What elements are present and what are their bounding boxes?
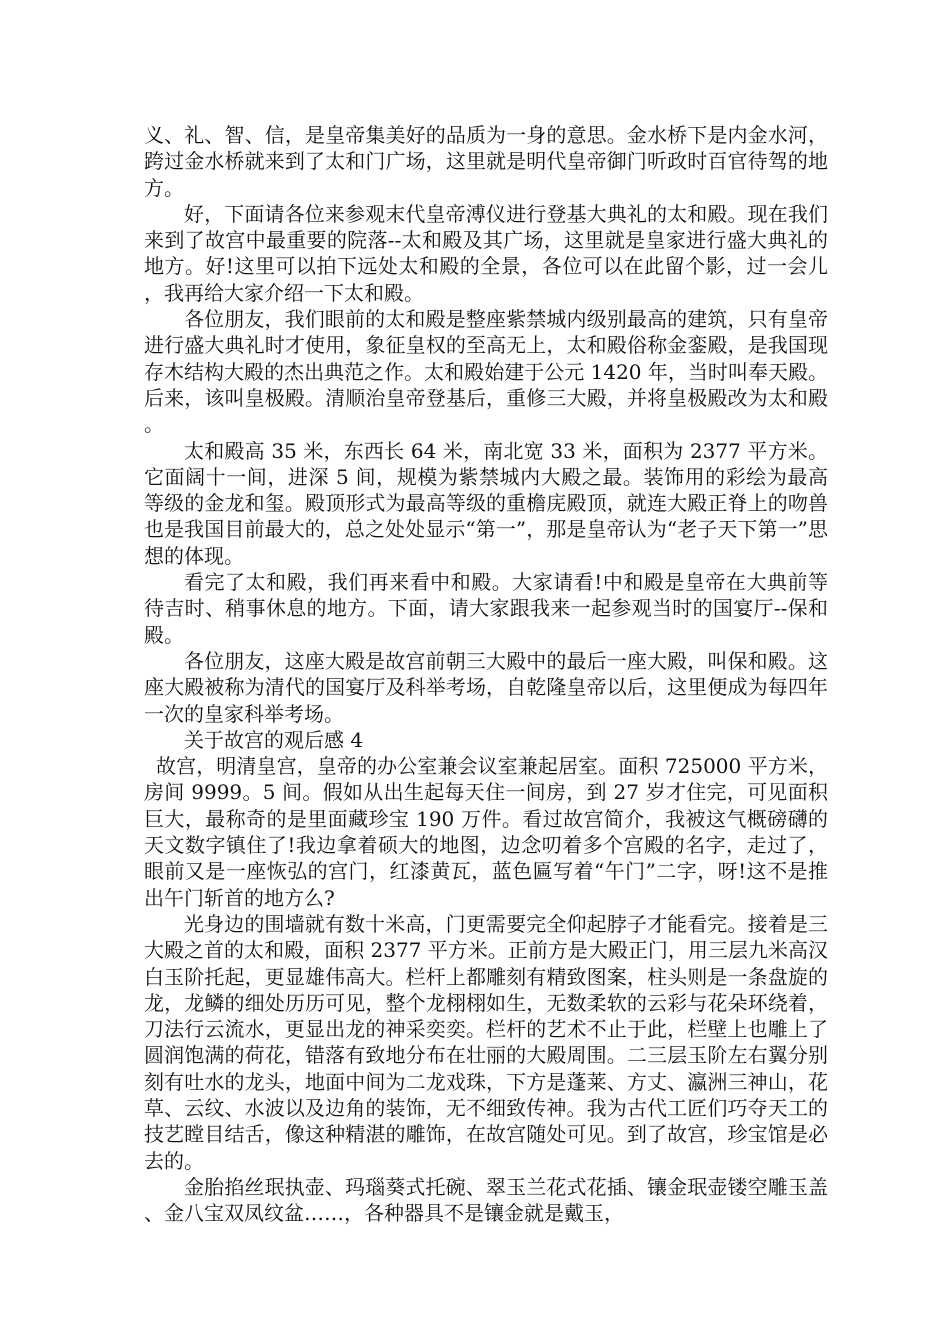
paragraph-taihedian-carvings: 光身边的围墙就有数十米高，门更需要完全仰起脖子才能看完。接着是三大殿之首的太和殿，面积 2377 平方米。正前方是大殿正门，用三层九米高汉白玉阶托起，更显雄伟高大。栏杆上都雕刻有精致图案，柱头则是一条盘旋的龙，龙鳞的细处历历可见，整个龙栩栩如生，无数柔软的云彩与花朵环绕着，刀法行云流水，更显出龙的神采奕奕。栏杆的艺术不止于此，栏壁上也雕上了圆润饱满的荷花，错落有致地分布在壮丽的大殿周围。二三层玉阶左右翼分别刻有吐水的龙头，地面中间为二龙戏珠，下方是蓬莱、方丈、瀛洲三神山，花草、云纹、水波以及边角的装饰，无不细致传神。我为古代工匠们巧夺天工的技艺瞠目结舌，像这种精湛的雕饰，在故宫随处可见。到了故宫，珍宝馆是必去的。	[144, 911, 828, 1173]
document-body	[144, 122, 828, 1226]
paragraph-taihedian-intro: 好，下面请各位来参观末代皇帝溥仪进行登基大典礼的太和殿。现在我们来到了故宫中最重要的院落--太和殿及其广场，这里就是皇家进行盛大典礼的地方。好!这里可以拍下远处太和殿的全景，各位可以在此留个影，过一会儿，我再给大家介绍一下太和殿。	[144, 201, 828, 305]
paragraph-taihedian-dimensions: 太和殿高 35 米，东西长 64 米，南北宽 33 米，面积为 2377 平方米。它面阔十一间，进深 5 间，规模为紫禁城内大殿之最。装饰用的彩绘为最高等级的金龙和玺。殿顶形式为最高等级的重檐庑殿顶，就连大殿正脊上的吻兽也是我国目前最大的，总之处处显示“第一”，那是皇帝认为“老子天下第一”思想的体现。	[144, 438, 828, 568]
paragraph-taihedian-history: 各位朋友，我们眼前的太和殿是整座紫禁城内级别最高的建筑，只有皇帝进行盛大典礼时才使用，象征皇权的至高无上，太和殿俗称金銮殿，是我国现存木结构大殿的杰出典范之作。太和殿始建于公元 1420 年，当时叫奉天殿。后来，该叫皇极殿。清顺治皇帝登基后，重修三大殿，并将皇极殿改为太和殿。	[144, 307, 828, 437]
paragraph-gugong-overview: 故宫，明清皇宫，皇帝的办公室兼会议室兼起居室。面积 725000 平方米，房间 9999。5 间。假如从出生起每天住一间房，到 27 岁才住完，可见面积巨大，最称奇的是里面藏珍宝 190 万件。看过故宫简介，我被这气概磅礴的天文数字镇住了!我边拿着硕大的地图，边念叨着多个宫殿的名字，走过了，眼前又是一座恢弘的宫门，红漆黄瓦，蓝色匾写着“午门”二字，呀!这不是推出午门斩首的地方么?	[144, 754, 828, 910]
section-heading: 关于故宫的观后感 4	[184, 727, 364, 752]
paragraph-zhonghedian: 看完了太和殿，我们再来看中和殿。大家请看!中和殿是皇帝在大典前等待吉时、稍事休息的地方。下面，请大家跟我来一起参观当时的国宴厅--保和殿。	[144, 570, 828, 647]
paragraph-baohedian: 各位朋友，这座大殿是故宫前朝三大殿中的最后一座大殿，叫保和殿。这座大殿被称为清代的国宴厅及科举考场，自乾隆皇帝以后，这里便成为每四年一次的皇家科举考场。	[144, 648, 828, 726]
paragraph-continuation: 义、礼、智、信，是皇帝集美好的品质为一身的意思。金水桥下是内金水河，跨过金水桥就来到了太和门广场，这里就是明代皇帝御门听政时百官待驾的地方。	[144, 123, 828, 200]
paragraph-treasures: 金胎掐丝珉执壶、玛瑙葵式托碗、翠玉兰花式花插、镶金珉壶镂空雕玉盖、金八宝双凤纹盆……，各种器具不是镶金就是戴玉，	[144, 1174, 828, 1226]
